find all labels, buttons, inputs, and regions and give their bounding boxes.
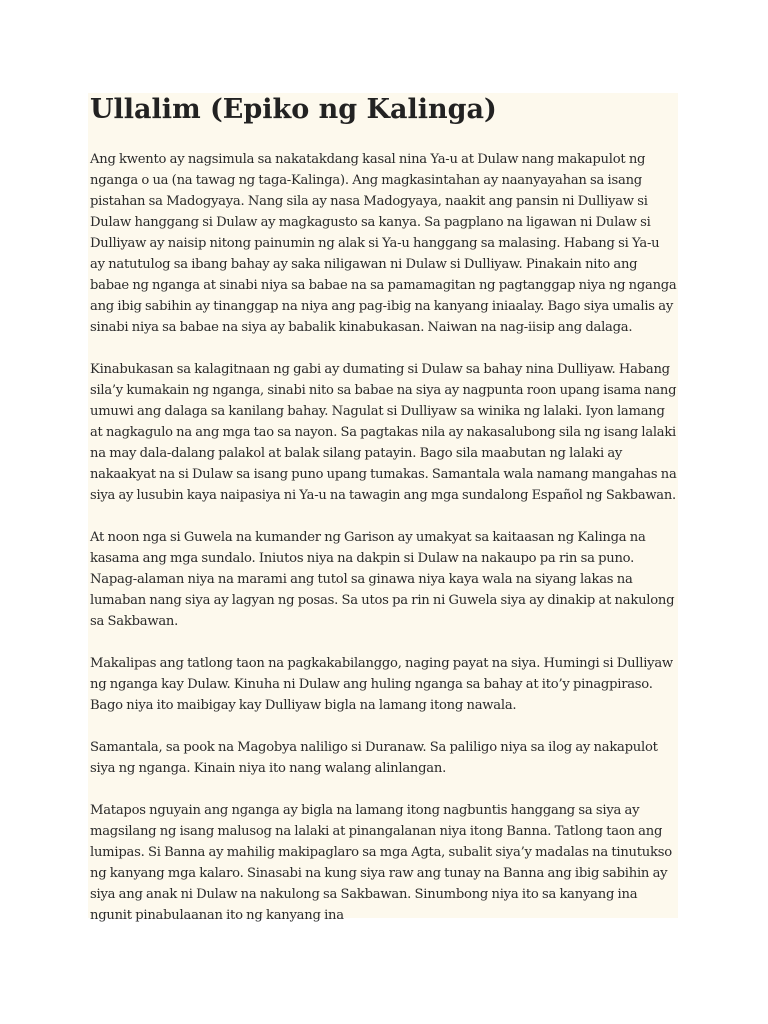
text-line: nganga o ua (na tawag ng taga-Kalinga). Ang magkasintahan ay naanyayahan sa isang	[90, 173, 642, 188]
text-line: Ang kwento ay nagsimula sa nakatakdang kasal nina Ya-u at Dulaw nang makapulot ng	[90, 152, 646, 167]
text-line: Kinabukasan sa kalagitnaan ng gabi ay dumating si Dulaw sa bahay nina Dulliyaw. Habang	[90, 362, 670, 377]
text-line: siya ng nganga. Kinain niya ito nang walang alinlangan.	[90, 761, 447, 776]
paragraph-2	[90, 359, 678, 506]
text-line: Matapos nguyain ang nganga ay bigla na lamang itong nagbuntis hanggang sa siya ay	[90, 803, 640, 818]
text-line: ngunit pinabulaanan ito ng kanyang ina	[90, 908, 344, 923]
paragraph-6	[90, 800, 678, 926]
text-line: sila’y kumakain ng nganga, sinabi nito sa babae na siya ay nagpunta roon upang isama nang	[90, 383, 677, 398]
text-line: Dulaw hanggang si Dulaw ay magkagusto sa kanya. Sa pagplano na ligawan ni Dulaw si	[90, 215, 651, 230]
text-line: sinabi niya sa babae na siya ay babalik kinabukasan. Naiwan na nag-iisip ang dalaga.	[90, 320, 633, 335]
document-body	[90, 149, 678, 947]
text-line: pistahan sa Madogyaya. Nang sila ay nasa Madogyaya, naakit ang pansin ni Dulliyaw si	[90, 194, 648, 209]
text-line: ng nganga kay Dulaw. Kinuha ni Dulaw ang huling nganga sa bahay at ito’y pinagpiraso.	[90, 677, 653, 692]
paragraph-4	[90, 653, 678, 716]
text-line: Makalipas ang tatlong taon na pagkakabilanggo, naging payat na siya. Humingi si Dulliyaw	[90, 656, 673, 671]
text-line: ang ibig sabihin ay tinanggap na niya ang pag-ibig na kanyang iniaalay. Bago siya umalis ay	[90, 299, 673, 314]
text-line: lumaban nang siya ay lagyan ng posas. Sa utos pa rin ni Guwela siya ay dinakip at nakulong	[90, 593, 675, 608]
paragraph-3	[90, 527, 678, 632]
text-line: At noon nga si Guwela na kumander ng Garison ay umakyat sa kaitaasan ng Kalinga na	[90, 530, 646, 545]
text-line: siya ang anak ni Dulaw na nakulong sa Sakbawan. Sinumbong niya ito sa kanyang ina	[90, 887, 638, 902]
text-line: nakaakyat na si Dulaw sa isang puno upang tumakas. Samantala wala namang mangahas na	[90, 467, 677, 482]
text-line: umuwi ang dalaga sa kanilang bahay. Nagulat si Dulliyaw sa winika ng lalaki. Iyon lamang	[90, 404, 665, 419]
text-line: Bago niya ito maibigay kay Dulliyaw bigla na lamang itong nawala.	[90, 698, 517, 713]
text-line: sa Sakbawan.	[90, 614, 179, 629]
text-line: siya ay lusubin kaya naipasiya ni Ya-u na tawagin ang mga sundalong Español ng Sakbawan.	[90, 488, 676, 503]
text-line: at nagkagulo na ang mga tao sa nayon. Sa pagtakas nila ay nakasalubong sila ng isang lalaki	[90, 425, 676, 440]
text-line: Samantala, sa pook na Magobya naliligo si Duranaw. Sa paliligo niya sa ilog ay nakapulot	[90, 740, 658, 755]
text-line: babae ng nganga at sinabi niya sa babae na sa pamamagitan ng pagtanggap niya ng nganga	[90, 278, 677, 293]
document-title: Ullalim (Epiko ng Kalinga)	[90, 94, 497, 125]
text-line: ng kanyang mga kalaro. Sinasabi na kung siya raw ang tunay na Banna ang ibig sabihin ay	[90, 866, 668, 881]
text-line: na may dala-dalang palakol at balak silang patayin. Bago sila maabutan ng lalaki ay	[90, 446, 623, 461]
text-line: Dulliyaw ay naisip nitong painumin ng alak si Ya-u hanggang sa malasing. Habang si Ya-u	[90, 236, 660, 251]
paragraph-1	[90, 149, 678, 338]
text-line: ay natutulog sa ibang bahay ay saka niligawan ni Dulaw si Dulliyaw. Pinakain nito ang	[90, 257, 638, 272]
paragraph-5	[90, 737, 678, 779]
text-line: lumipas. Si Banna ay mahilig makipaglaro sa mga Agta, subalit siya’y madalas na tinutukso	[90, 845, 672, 860]
text-line: kasama ang mga sundalo. Iniutos niya na dakpin si Dulaw na nakaupo pa rin sa puno.	[90, 551, 635, 566]
text-line: magsilang ng isang malusog na lalaki at pinangalanan niya itong Banna. Tatlong taon ang	[90, 824, 663, 839]
text-line: Napag-alaman niya na marami ang tutol sa ginawa niya kaya wala na siyang lakas na	[90, 572, 633, 587]
